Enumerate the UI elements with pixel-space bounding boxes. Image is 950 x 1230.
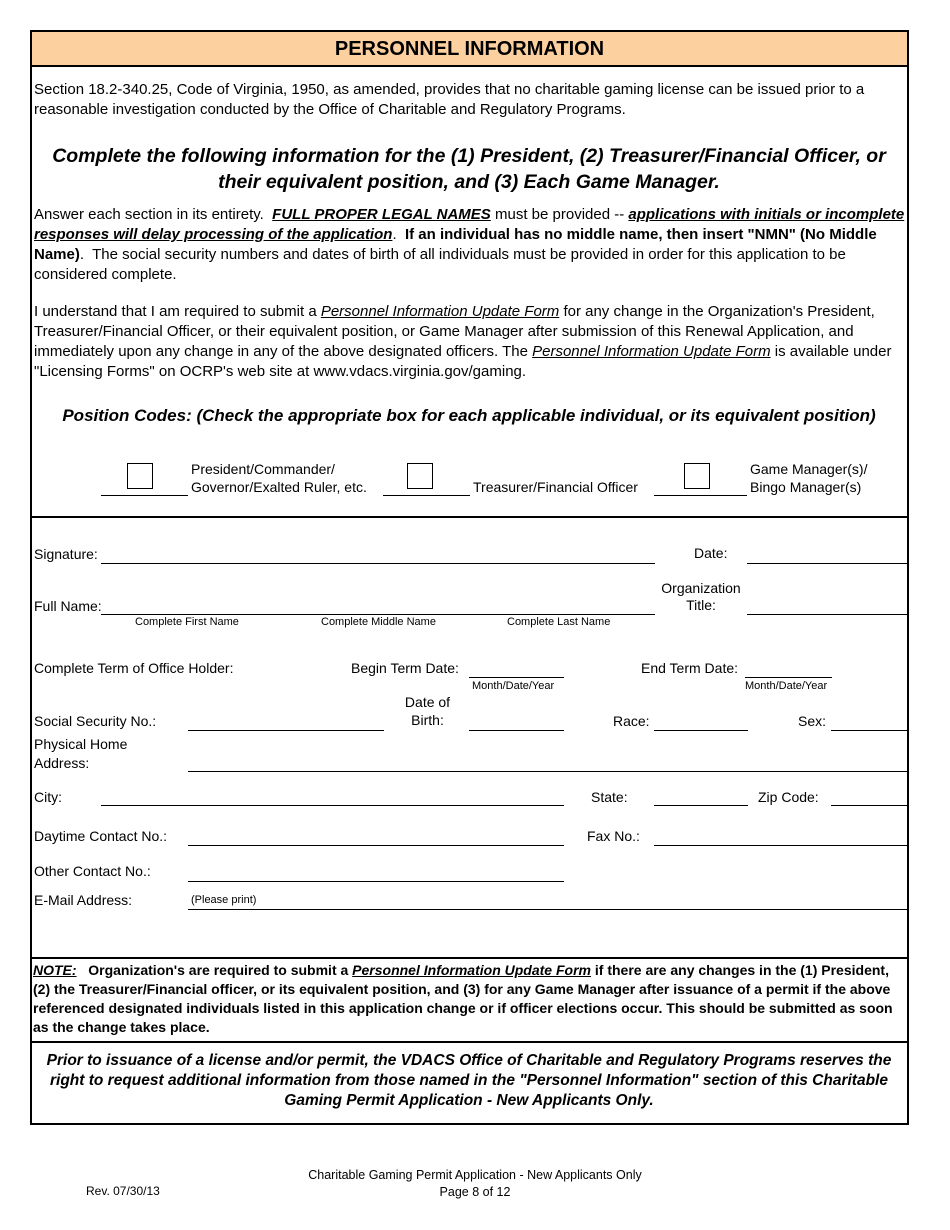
other-contact-field[interactable] <box>188 881 564 882</box>
sex-field[interactable] <box>831 730 909 731</box>
date-field[interactable] <box>747 563 909 564</box>
page-title: PERSONNEL INFORMATION <box>30 30 909 67</box>
address-label-1: Physical Home <box>34 736 128 752</box>
note-paragraph <box>33 961 905 1037</box>
zip-field[interactable] <box>831 805 909 806</box>
signature-field[interactable] <box>101 563 655 564</box>
instruction-heading: Complete the following information for the (1) President, (2) Treasurer/Financial Officer, or their equivalent position, and (3) Each Game Manager. <box>52 145 886 193</box>
update-form-link: Personnel Information Update Form <box>320 303 560 320</box>
understand-paragraph <box>34 302 906 382</box>
understand-text-1: I understand that I am required to submit a <box>34 303 317 320</box>
end-term-hint: Month/Date/Year <box>745 680 828 692</box>
full-name-label: Full Name: <box>34 598 102 614</box>
ssn-label: Social Security No.: <box>34 713 157 729</box>
note-text-1: Organization's are required to submit a <box>88 962 349 978</box>
email-hint: (Please print) <box>191 894 257 906</box>
email-field[interactable] <box>188 909 909 910</box>
other-contact-label: Other Contact No.: <box>34 863 151 879</box>
understand-text-3: is available under "Licensing Forms" on OCRP's web site at www.vdacs.virginia.gov/gaming. <box>34 343 892 380</box>
fax-field[interactable] <box>654 845 909 846</box>
term-label: Complete Term of Office Holder: <box>34 660 234 676</box>
note-text-2: if there are any changes in the (1) President, (2) the Treasurer/Financial officer, or its equivalent position, and (3) for any Game Manager after issuance of a permit if the above referenced designated individuals listed in this application change or if officer elections occur. This should be submitted as soon as the change takes place. <box>33 962 893 1035</box>
understand-text-2: for any change in the Organization's President, Treasurer/Financial Officer, or their equivalent position, or Game Manager after submission of this Renewal Application, and immediately upon any change in any of the above designated officers. The <box>34 303 875 360</box>
daytime-label: Daytime Contact No.: <box>34 828 168 844</box>
note-form-name: Personnel Information Update Form <box>352 962 591 978</box>
city-label: City: <box>34 789 62 805</box>
note-divider <box>30 957 909 959</box>
position-codes-heading: Position Codes: (Check the appropriate box for each applicable individual, or its equivalent position) <box>62 406 876 425</box>
nmn-instruction: If an individual has no middle name, then insert "NMN" (No Middle Name) <box>34 226 877 263</box>
address-field[interactable] <box>188 771 909 772</box>
begin-term-hint: Month/Date/Year <box>472 680 555 692</box>
answer-lead: Answer each section in its entirety. <box>34 206 264 223</box>
org-title-label-1: Organization <box>661 580 741 596</box>
ssn-field[interactable] <box>188 730 384 731</box>
begin-term-label: Begin Term Date: <box>351 660 459 676</box>
daytime-field[interactable] <box>188 845 564 846</box>
last-name-hint: Complete Last Name <box>507 616 611 628</box>
state-field[interactable] <box>654 805 748 806</box>
full-name-field[interactable] <box>101 614 655 615</box>
dob-field[interactable] <box>469 730 564 731</box>
update-form-link-2: Personnel Information Update Form <box>532 343 771 360</box>
full-names-emphasis: FULL PROPER LEGAL NAMES <box>272 206 491 223</box>
game-manager-label-1: Game Manager(s)/ <box>750 461 868 477</box>
email-label: E-Mail Address: <box>34 892 133 908</box>
answer-paragraph: Answer each section in its entirety. FULL PROPER LEGAL NAMES must be provided -- applications with initials or incomplete responses will delay processing of the application. If an individual has no middle name, then insert "NMN" (No Middle Name). The social security numbers and dates of birth of all individuals must be provided in order for this application to be considered complete. <box>34 206 905 283</box>
game-manager-checkbox[interactable] <box>684 463 710 489</box>
president-line <box>101 495 188 496</box>
fax-label: Fax No.: <box>587 828 640 844</box>
first-name-hint: Complete First Name <box>135 616 239 628</box>
president-checkbox[interactable] <box>127 463 153 489</box>
treasurer-checkbox[interactable] <box>407 463 433 489</box>
begin-term-field[interactable] <box>469 677 564 678</box>
zip-label: Zip Code: <box>758 789 819 805</box>
address-label-2: Address: <box>34 755 90 771</box>
note-label: NOTE: <box>33 962 77 978</box>
code-paragraph: Section 18.2-340.25, Code of Virginia, 1950, as amended, provides that no charitable gaming license can be issued prior to a reasonable investigation conducted by the Office of Charitable and Regulatory Programs. <box>34 81 865 118</box>
city-field[interactable] <box>101 805 564 806</box>
president-label-1: President/Commander/ <box>191 461 335 477</box>
end-term-field[interactable] <box>745 677 832 678</box>
ssn-instruction: The social security numbers and dates of birth of all individuals must be provided in order for this application to be considered complete. <box>34 246 846 283</box>
delay-warning: applications with initials or incomplete responses will delay processing of the application <box>34 206 905 243</box>
disclaimer-divider <box>30 1041 909 1043</box>
race-label: Race: <box>613 713 650 729</box>
disclaimer-text: Prior to issuance of a license and/or permit, the VDACS Office of Charitable and Regulatory Programs reserves the right to request additional information from those named in the "Personnel Information" section of this Charitable Gaming Permit Application - New Applicants Only. <box>46 1052 892 1109</box>
dob-label-1: Date of <box>404 694 451 710</box>
state-label: State: <box>591 789 628 805</box>
game-manager-line <box>654 495 747 496</box>
end-term-label: End Term Date: <box>641 660 739 676</box>
sex-label: Sex: <box>798 713 827 729</box>
org-title-field[interactable] <box>747 614 909 615</box>
must-be-provided: must be provided -- <box>494 206 625 223</box>
president-label-2: Governor/Exalted Ruler, etc. <box>191 479 367 495</box>
footer-doc-title: Charitable Gaming Permit Application - New Applicants Only <box>308 1168 642 1182</box>
treasurer-line <box>383 495 470 496</box>
date-label: Date: <box>694 545 728 561</box>
middle-name-hint: Complete Middle Name <box>321 616 436 628</box>
race-field[interactable] <box>654 730 748 731</box>
signature-label: Signature: <box>34 546 98 562</box>
org-title-label-2: Title: <box>686 597 716 613</box>
dob-label-2: Birth: <box>411 712 444 728</box>
page-number: Page 8 of 12 <box>439 1185 511 1199</box>
revision-date: Rev. 07/30/13 <box>86 1184 160 1198</box>
treasurer-label: Treasurer/Financial Officer <box>473 479 638 495</box>
game-manager-label-2: Bingo Manager(s) <box>750 479 862 495</box>
section-divider <box>30 516 909 518</box>
